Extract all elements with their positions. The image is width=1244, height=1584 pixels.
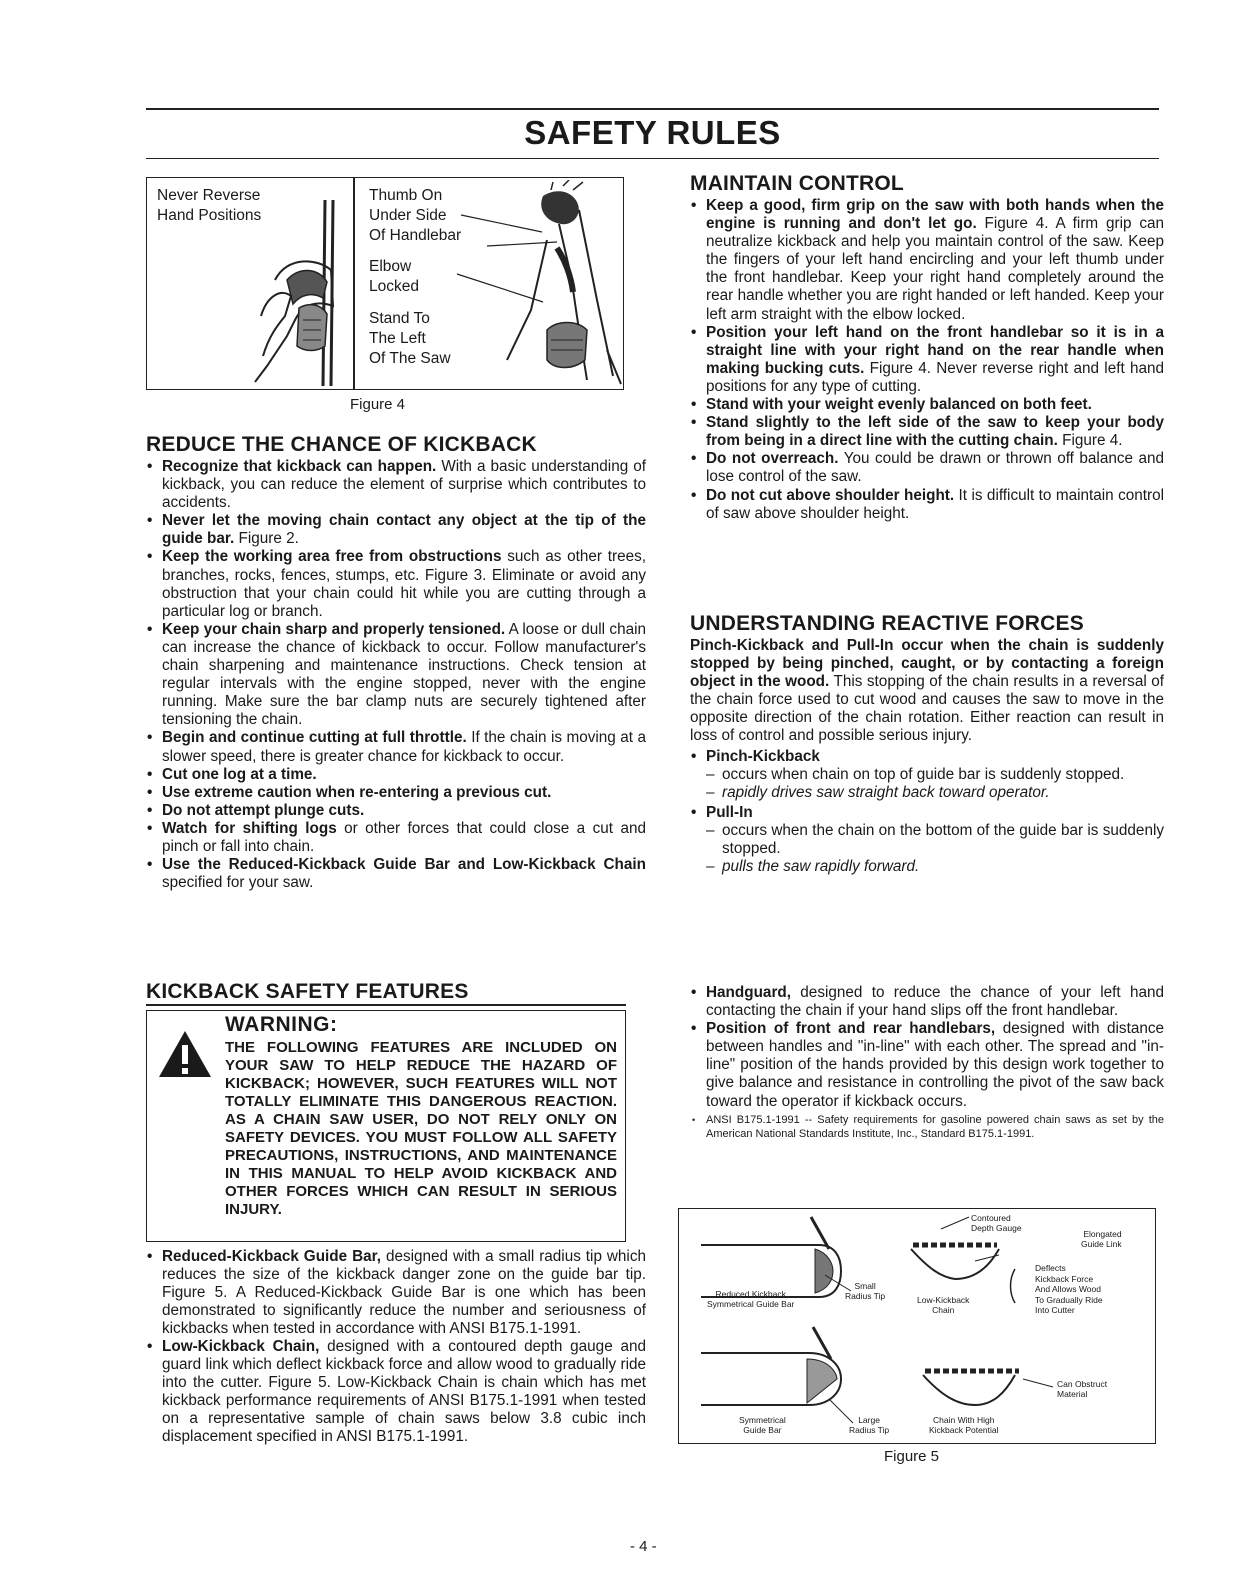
list-item — [690, 487, 1164, 523]
list-item — [690, 396, 1164, 414]
reduce-kickback-section — [146, 433, 646, 892]
warning-triangle-icon — [157, 1029, 213, 1079]
list-item-lead: Keep a good, firm grip on the saw with both hands when the engine is running and don't let go. — [706, 197, 1164, 233]
list-item — [690, 1020, 1164, 1110]
list-item — [146, 512, 646, 548]
reactive-intro-text: This stopping of the chain results in a reversal of the chain force used to cut wood and causes the saw to move in the opposite direction of the chain rotation. Either reaction can result in loss of control and possible serious injury. — [690, 673, 1164, 745]
list-item — [690, 450, 1164, 486]
kickback-features-heading: KICKBACK SAFETY FEATURES — [146, 980, 469, 1003]
list-item — [146, 1248, 646, 1338]
pinch-kickback-sublist — [690, 766, 1164, 802]
title-rule — [146, 158, 1159, 159]
kickback-features-section — [146, 980, 646, 1447]
fig4-label-thumb: Thumb On — [369, 187, 443, 204]
reactive-forces-intro — [690, 637, 1164, 746]
list-item — [146, 766, 646, 784]
list-item-text: If the chain is moving at a slower speed, there is greater chance for kickback to occur. — [162, 729, 646, 765]
list-item — [146, 820, 646, 856]
list-item-lead: Use the Reduced-Kickback Guide Bar and Low-Kickback Chain — [162, 856, 646, 874]
label-can-obstruct: Can Obstruct Material — [1057, 1379, 1108, 1399]
ansi-footnote: • ANSI B175.1-1991 -- Safety requirements for gasoline powered chain saws as set by the American National Standards Institute, Inc., Standard B175.1-1991. — [690, 1113, 1164, 1141]
fig4-label-elbow: Elbow — [369, 258, 412, 275]
list-item-lead: Keep your chain sharp and properly tensioned. — [162, 620, 506, 638]
list-item-lead: Position of front and rear handlebars, — [706, 1020, 996, 1038]
label-small-tip: Small Radius Tip — [845, 1281, 886, 1301]
list-item-lead: Reduced-Kickback Guide Bar, — [162, 1247, 382, 1265]
list-item-lead: Use extreme caution when re-entering a previous cut. — [162, 783, 552, 801]
list-item-lead: Begin and continue cutting at full throttle. — [162, 729, 467, 747]
list-item-text: It is difficult to maintain control of saw above shoulder height. — [706, 486, 1164, 522]
list-item-lead: Position your left hand on the front handlebar so it is in a straight line with your right hand on the rear handle when making bucking cuts. — [706, 323, 1164, 377]
label-reduced-bar: Reduced Kickback Symmetrical Guide Bar — [707, 1289, 795, 1309]
list-item-text: A loose or dull chain can increase the chance of kickback to occur. Follow manufacturer's chain sharpening and maintenance instructions. Check tension at regular intervals with the engine stopped, never with the engine running. Make sure the bar clamp nuts are securely tightened after tensioning the chain. — [162, 620, 646, 729]
reactive-forces-list-2 — [690, 804, 1164, 822]
reactive-intro-bold: Pinch-Kickback and Pull-In occur when the chain is suddenly stopped by being pinched, caught, or by contacting a foreign object in the wood. — [690, 637, 1164, 691]
list-item — [146, 802, 646, 820]
list-item — [146, 548, 646, 620]
list-item — [146, 1338, 646, 1447]
list-item-text: such as other trees, branches, rocks, fences, stumps, etc. Figure 3. Eliminate or avoid any obstruction that your chain could hit while you are cutting through a particular log or branch. — [162, 548, 647, 620]
sub-item: – pulls the saw rapidly forward. — [690, 858, 1164, 876]
list-item — [690, 414, 1164, 450]
kickback-features-list — [146, 1248, 646, 1447]
list-item — [690, 324, 1164, 396]
list-item-text: Figure 4. A firm grip can neutralize kickback and help you maintain control of the saw. Keep the fingers of your left hand encircling and your left thumb under the front handlebar. Keep your right hand completely around the rear handle whether you are right handed or left handed. Keep your left arm straight with the elbow locked. — [706, 215, 1164, 323]
label-elongated-link: Elongated Guide Link — [1081, 1229, 1122, 1249]
list-item-text: designed with a small radius tip which reduces the size of the kickback danger zone on the guide bar tip. Figure 5. A Reduced-Kickback Guide Bar is one which has been demonstrated to significantly reduce the number and seriousness of kickbacks when tested in accordance with ANSI B175.1-1991. — [162, 1247, 646, 1337]
warning-text: THE FOLLOWING FEATURES ARE INCLUDED ON YOUR SAW TO HELP REDUCE THE HAZARD OF KICKBACK; HOWEVER, SUCH FEATURES WILL NOT TOTALLY ELIMINATE THIS DANGEROUS REACTION. AS A CHAIN SAW USER, DO NOT RELY ONLY ON SAFETY DEVICES. YOU MUST FOLLOW ALL SAFETY PRECAUTIONS, INSTRUCTIONS, AND MAINTENANCE IN THIS MANUAL TO HELP AVOID KICKBACK AND OTHER FORCES WHICH CAN RESULT IN SERIOUS INJURY. — [225, 1038, 617, 1219]
maintain-control-heading: MAINTAIN CONTROL — [690, 172, 904, 195]
sub-item: – occurs when the chain on the bottom of the guide bar is suddenly stopped. — [690, 822, 1164, 858]
list-item-text: Figure 4. Never reverse right and left hand positions for any type of cutting. — [706, 359, 1164, 395]
pull-in-sublist — [690, 822, 1164, 876]
right-features-list — [690, 984, 1164, 1111]
reactive-forces-list — [690, 748, 1164, 766]
fig4-label-left: The Left — [369, 330, 426, 347]
list-item-text: specified for your saw. — [162, 874, 314, 892]
list-item — [146, 856, 646, 892]
figure-5 — [678, 1208, 1156, 1444]
fig4-label-underside: Under Side — [369, 207, 447, 224]
list-item-text: You could be drawn or thrown off balance and lose control of the saw. — [706, 450, 1165, 486]
list-item-text: or other forces that could close a cut and pinch or fall into chain. — [162, 819, 646, 855]
warning-box — [146, 1010, 626, 1242]
list-item-lead: Low-Kickback Chain, — [162, 1337, 320, 1355]
sub-item: – rapidly drives saw straight back toward operator. — [690, 784, 1164, 802]
list-item-lead: Cut one log at a time. — [162, 765, 317, 783]
heading-rule — [146, 1004, 626, 1006]
maintain-control-section — [690, 172, 1164, 523]
sub-item: – occurs when chain on top of guide bar is suddenly stopped. — [690, 766, 1164, 784]
fig4-label-locked: Locked — [369, 278, 419, 295]
operator-illustration — [447, 180, 623, 388]
reduce-kickback-heading: REDUCE THE CHANCE OF KICKBACK — [146, 433, 537, 456]
list-item — [146, 621, 646, 730]
list-item-lead: Stand with your weight evenly balanced on both feet. — [706, 396, 1092, 414]
reduce-kickback-list — [146, 458, 646, 892]
fig4-label-saw: Of The Saw — [369, 350, 451, 367]
list-item-lead: Do not attempt plunge cuts. — [162, 801, 365, 819]
reactive-forces-section — [690, 612, 1164, 876]
list-item-lead: Do not overreach. — [706, 450, 839, 468]
list-item-lead: Recognize that kickback can happen. — [162, 458, 437, 475]
list-item — [690, 984, 1164, 1020]
list-item-text: designed with distance between handles and "in-line" with each other. The spread and "in-line" position of the hands provided by this design work together to give balance and resistance in controlling the pivot of the saw back toward the operator if kickback occurs. — [706, 1020, 1164, 1110]
list-item-text: designed with a contoured depth gauge and guard link which deflect kickback force and allow wood to gradually ride into the cutter. Figure 5. Low-Kickback Chain is chain which has met kickback performance requirements of ANSI B175.1-1991 when tested on a representative sample of chain saws below 3.8 cubic inch displacement specified in ANSI B175.1-1991. — [162, 1337, 646, 1446]
list-item-lead: Watch for shifting logs — [162, 819, 337, 837]
hand-grip-illustration — [247, 196, 347, 391]
label-deflects: Deflects Kickback Force And Allows Wood To Gradually Ride Into Cutter — [1035, 1263, 1103, 1315]
list-item-lead: Handguard, — [706, 984, 791, 1001]
fig4-label-stand: Stand To — [369, 310, 430, 327]
list-item-lead: Stand slightly to the left side of the saw to keep your body from being in a direct line with the cutting chain. — [706, 414, 1164, 450]
maintain-control-list — [690, 197, 1164, 523]
list-item-lead: Never let the moving chain contact any object at the tip of the guide bar. — [162, 512, 646, 548]
list-item — [146, 729, 646, 765]
list-item-lead: Do not cut above shoulder height. — [706, 486, 955, 504]
fig4-left-label: Never Reverse Hand Positions — [157, 187, 262, 224]
right-features-section — [690, 982, 1164, 1141]
label-contoured-gauge: Contoured Depth Gauge — [971, 1213, 1022, 1233]
pull-in-label: Pull-In — [706, 803, 753, 821]
page-number: - 4 - — [630, 1538, 657, 1555]
list-item — [146, 784, 646, 802]
list-item-text: With a basic understanding of kickback, you can reduce the element of surprise which contributes to accidents. — [162, 458, 646, 512]
list-item-text: Figure 4. — [1057, 432, 1123, 450]
page-title: SAFETY RULES — [524, 114, 781, 151]
list-item-pinch-kickback — [690, 748, 1164, 766]
fig4-divider — [353, 178, 355, 390]
list-item — [146, 458, 646, 512]
fig4-label-handlebar: Of Handlebar — [369, 227, 462, 244]
pinch-kickback-label: Pinch-Kickback — [706, 747, 820, 765]
warning-title: WARNING: — [225, 1012, 338, 1036]
figure-5-caption: Figure 5 — [884, 1448, 940, 1465]
list-item — [690, 197, 1164, 324]
figure-4 — [146, 177, 624, 390]
figure-4-caption: Figure 4 — [350, 396, 406, 413]
label-low-kickback-chain: Low-Kickback Chain — [917, 1295, 970, 1315]
list-item-text: Figure 2. — [234, 530, 299, 548]
label-symmetrical-bar: Symmetrical Guide Bar — [739, 1415, 786, 1435]
label-large-tip: Large Radius Tip — [849, 1415, 890, 1435]
reactive-forces-heading: UNDERSTANDING REACTIVE FORCES — [690, 612, 1084, 635]
list-item-text: designed to reduce the chance of your left hand contacting the chain if your hand slips off the front handlebar. — [706, 984, 1164, 1020]
top-rule — [146, 108, 1159, 110]
label-high-kickback-chain: Chain With High Kickback Potential — [929, 1415, 999, 1435]
list-item-pull-in — [690, 804, 1164, 822]
list-item-lead: Keep the working area free from obstructions — [162, 548, 502, 566]
